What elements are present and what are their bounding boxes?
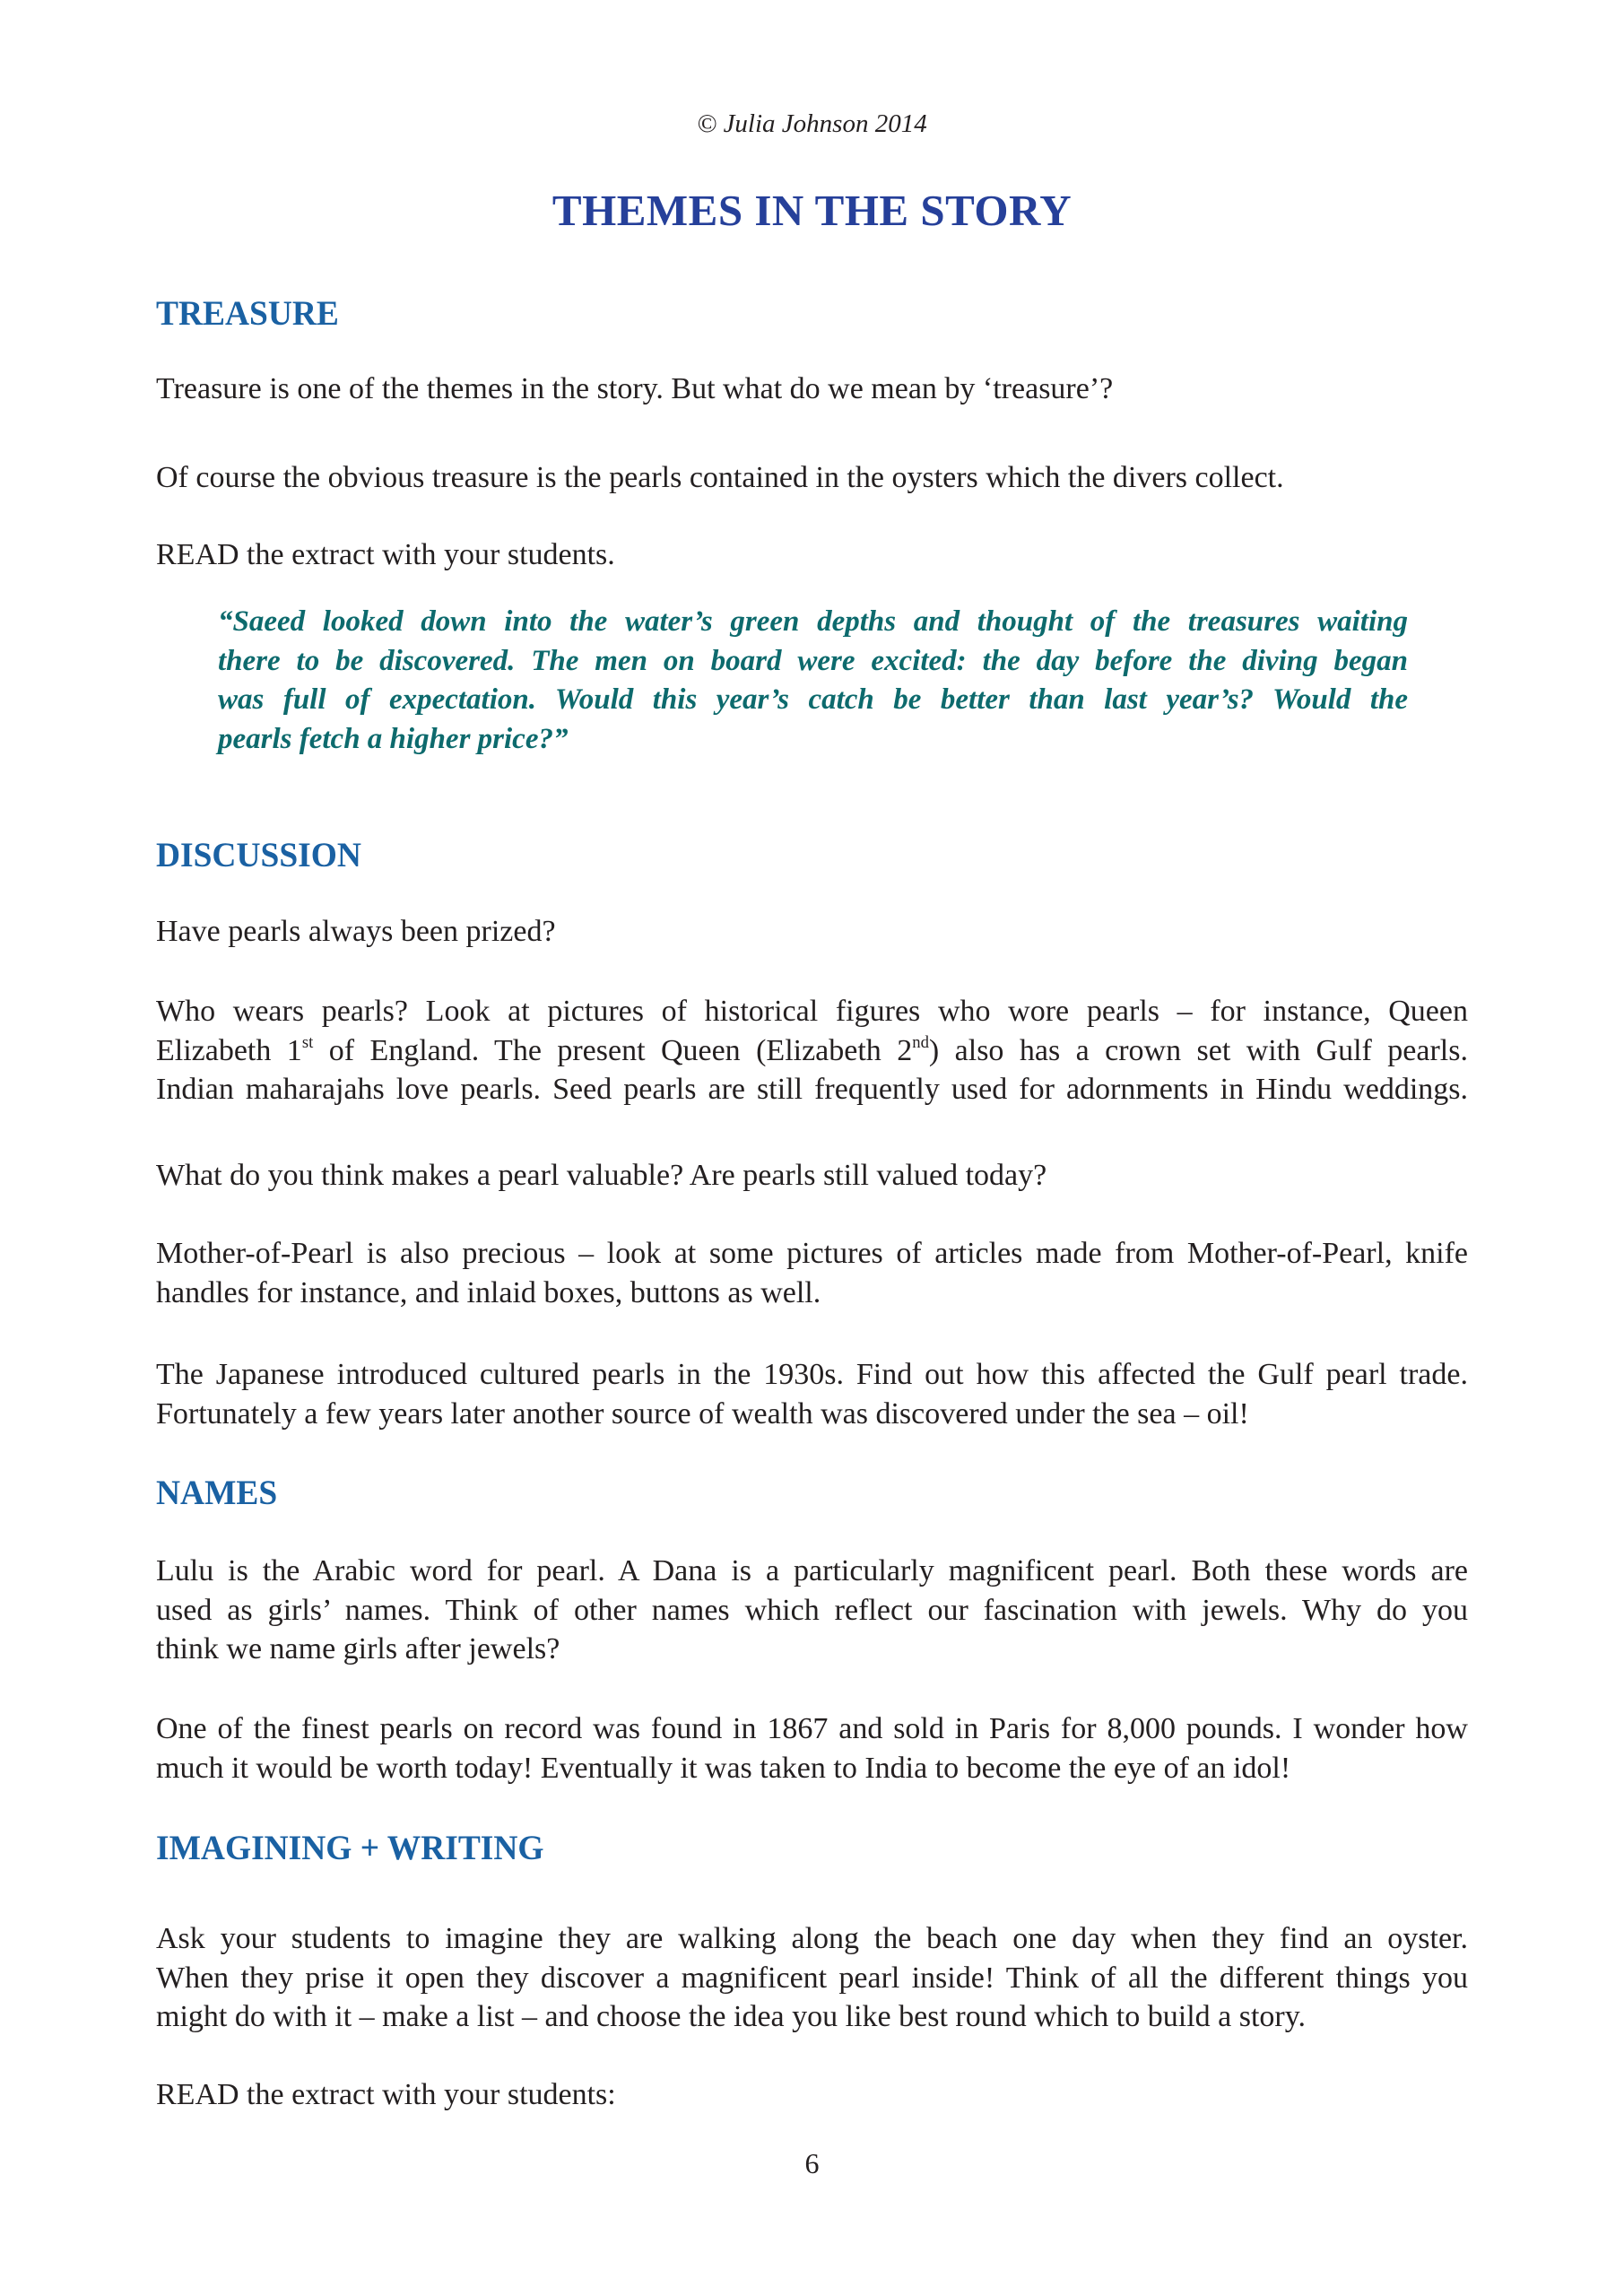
section-heading-discussion: DISCUSSION (156, 836, 361, 874)
quote-line: pearls fetch a higher price?” (218, 723, 569, 756)
quote-line: there to be discovered. The men on board were excited: the day before the diving began (218, 644, 1408, 677)
text-line: handles for instance, and inlaid boxes, buttons as well. (156, 1275, 821, 1309)
names-paragraph-1 (156, 1552, 1468, 1669)
text-run: ) also has a crown set with Gulf pearls. (928, 1033, 1468, 1067)
text-line: READ the extract with your students. (156, 538, 615, 571)
quote-line: “Saeed looked down into the water’s green depths and thought of the treasures waiting (218, 605, 1408, 638)
text-line: The Japanese introduced cultured pearls in the 1930s. Find out how this affected the Gulf pearl trade. (156, 1358, 1468, 1391)
page-number: 6 (804, 2147, 820, 2179)
copyright-notice: © Julia Johnson 2014 (697, 109, 927, 138)
text-line: Of course the obvious treasure is the pearls contained in the oysters which the divers collect. (156, 461, 1284, 494)
imagining-paragraph-2 (156, 2075, 1468, 2115)
section-heading-names: NAMES (156, 1474, 278, 1512)
text-line: Lulu is the Arabic word for pearl. A Dana is a particularly magnificent pearl. Both these words are (156, 1554, 1468, 1587)
ordinal-superscript: nd (912, 1032, 929, 1052)
page-title: THEMES IN THE STORY (551, 186, 1073, 235)
discussion-paragraph-5 (156, 1355, 1468, 1433)
names-paragraph-2 (156, 1709, 1468, 1787)
treasure-paragraph-1 (156, 370, 1468, 409)
text-line: Mother-of-Pearl is also precious – look at some pictures of articles made from Mother-of-Pearl, knife (156, 1237, 1468, 1270)
text-line: think we name girls after jewels? (156, 1632, 560, 1665)
text-line: Treasure is one of the themes in the story. But what do we mean by ‘treasure’? (156, 372, 1114, 405)
text-line: What do you think makes a pearl valuable? Are pearls still valued today? (156, 1159, 1047, 1192)
story-extract-quote (218, 603, 1408, 760)
text-line: READ the extract with your students: (156, 2078, 616, 2111)
text-line: When they prise it open they discover a magnificent pearl inside! Think of all the different things you (156, 1961, 1468, 1995)
section-heading-treasure: TREASURE (156, 294, 339, 333)
text-line: Ask your students to imagine they are walking along the beach one day when they find an oyster. (156, 1922, 1468, 1955)
discussion-paragraph-3 (156, 1156, 1468, 1196)
text-line: Have pearls always been prized? (156, 915, 556, 948)
imagining-paragraph-1 (156, 1919, 1468, 2037)
text-line: much it would be worth today! Eventually it was taken to India to become the eye of an idol! (156, 1751, 1291, 1785)
discussion-paragraph-4 (156, 1234, 1468, 1312)
treasure-paragraph-3 (156, 535, 1468, 575)
text-line (156, 1031, 1468, 1071)
ordinal-superscript: st (301, 1032, 314, 1052)
section-heading-imagining-writing: IMAGINING + WRITING (156, 1829, 544, 1867)
text-run: of England. The present Queen (Elizabeth 2 (313, 1033, 913, 1067)
text-line: Fortunately a few years later another source of wealth was discovered under the sea – oil! (156, 1396, 1249, 1431)
discussion-paragraph-2 (156, 992, 1468, 1109)
text-line: One of the finest pearls on record was found in 1867 and sold in Paris for 8,000 pounds. I wonder how (156, 1712, 1468, 1745)
text-line: Who wears pearls? Look at pictures of historical figures who wore pearls – for instance, Queen (156, 995, 1468, 1028)
treasure-paragraph-2 (156, 458, 1468, 498)
text-run: Elizabeth 1 (156, 1033, 302, 1067)
text-line: might do with it – make a list – and choose the idea you like best round which to build a story. (156, 2000, 1307, 2033)
text-line: used as girls’ names. Think of other names which reflect our fascination with jewels. Why do you (156, 1593, 1468, 1627)
discussion-paragraph-1 (156, 912, 1468, 952)
quote-line: was full of expectation. Would this year’s catch be better than last year’s? Would the (218, 683, 1408, 717)
text-line: Indian maharajahs love pearls. Seed pearls are still frequently used for adornments in Hindu weddings. (156, 1073, 1468, 1106)
